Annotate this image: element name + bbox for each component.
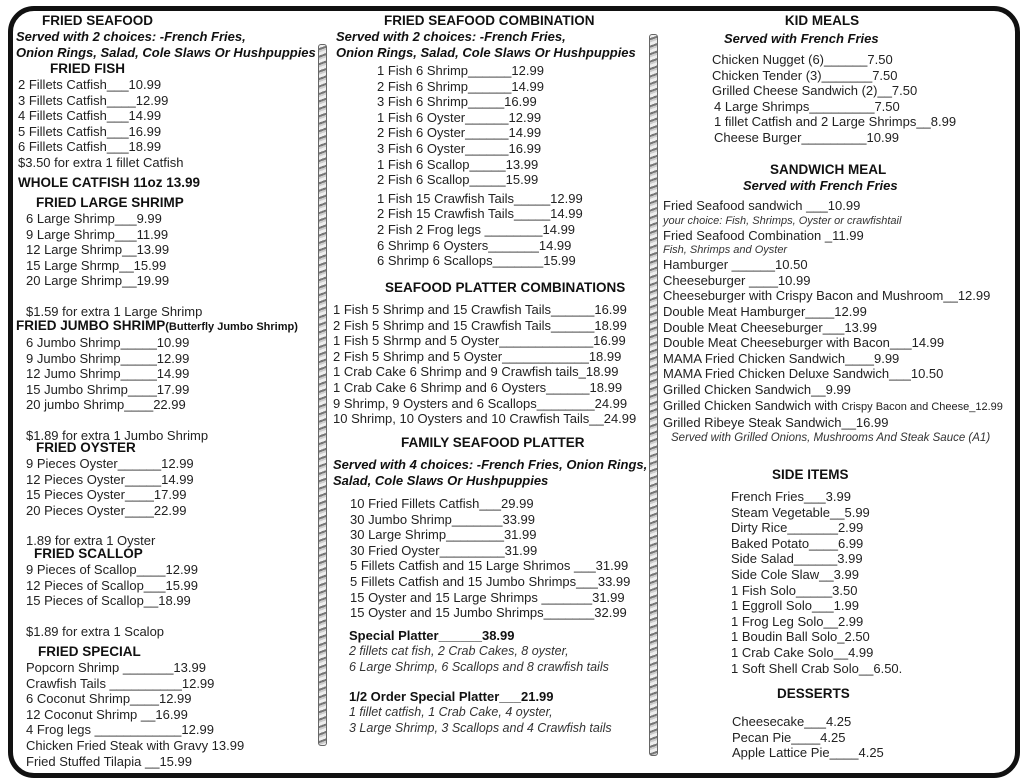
special-platter-title: Special Platter______38.99 [349, 628, 515, 643]
desserts-section [732, 686, 884, 761]
menu-item: Side Cole Slaw__3.99 [731, 566, 859, 582]
menu-item: 9 Pieces Oyster______12.99 [26, 456, 194, 471]
menu-item: 12 Coconut Shrimp __16.99 [26, 706, 188, 722]
half-special-desc-1: 1 fillet catfish, 1 Crab Cake, 4 oyster, [349, 705, 553, 719]
menu-item: 2 Fish 5 Shrimp and 15 Crawfish Tails______18.99 [333, 317, 627, 333]
menu-item: 10 Fried Fillets Catfish___29.99 [350, 496, 534, 511]
special-platter-desc-1: 2 fillets cat fish, 2 Crab Cakes, 8 oyster, [349, 644, 569, 658]
family-served-line-1: Served with 4 choices: -French Fries, Onion Rings, [333, 457, 648, 472]
sandwich-served: Served with French Fries [743, 178, 898, 193]
menu-item: 1 Soft Shell Crab Solo__6.50. [731, 660, 903, 676]
menu-item: 12 Pieces of Scallop___15.99 [26, 577, 199, 593]
menu-item: 1 Crab Cake 6 Shrimp and 6 Oysters______18.99 [333, 379, 623, 395]
scallop-section [26, 546, 198, 639]
family-platter-title: FAMILY SEAFOOD PLATTER [401, 435, 585, 450]
kid-meals-section [660, 13, 1000, 146]
jumbo-shrimp-title-text: FRIED JUMBO SHRIMP [16, 318, 166, 333]
menu-item: Cheeseburger ____10.99 [663, 272, 811, 288]
menu-item: 2 Fillets Catfish___10.99 [18, 77, 162, 92]
menu-item: 1 Crab Cake Solo__4.99 [731, 644, 874, 660]
menu-item: 5 Fillets Catfish and 15 Jumbo Shrimps___33.99 [350, 573, 631, 589]
menu-item: Crawfish Tails __________12.99 [26, 675, 215, 691]
menu-item: Pecan Pie____4.25 [732, 729, 846, 745]
menu-item: Grilled Chicken Sandwich__9.99 [663, 381, 851, 397]
menu-item: 6 Shrimp 6 Scallops_______15.99 [377, 253, 576, 269]
scallop-title: FRIED SCALLOP [34, 546, 143, 561]
menu-item: Cheeseburger with Crispy Bacon and Mushroom__12.99 [663, 288, 991, 304]
menu-item: 15 Large Shrmp__15.99 [26, 257, 167, 273]
combo-list [336, 63, 646, 269]
sandwich-meal-section [663, 162, 1013, 445]
rope-divider-left [318, 44, 327, 746]
menu-item: 2 Fish 5 Shrimp and 5 Oyster____________18.99 [333, 348, 622, 364]
half-special-desc-2: 3 Large Shrimp, 3 Scallops and 4 Crawfish tails [349, 720, 612, 735]
menu-item: 6 Shrimp 6 Oysters_______14.99 [377, 237, 572, 253]
menu-item: Hamburger ______10.50 [663, 257, 808, 273]
platter-section [333, 280, 645, 427]
menu-item: Grilled Ribeye Steak Sandwich__16.99 [663, 415, 889, 431]
large-shrimp-section [26, 195, 202, 320]
menu-item: 1 Fish 6 Scallop_____13.99 [377, 156, 539, 172]
oyster-title: FRIED OYSTER [36, 440, 136, 455]
menu-item: 30 Fried Oyster_________31.99 [350, 542, 538, 558]
half-special-title: 1/2 Order Special Platter___21.99 [349, 689, 554, 704]
item-suffix: Crispy Bacon and Cheese_12.99 [841, 400, 1003, 413]
menu-item: Fried Stuffed Tilapia __15.99 [26, 753, 192, 769]
menu-item: 9 Shrimp, 9 Oysters and 6 Scallops________24.99 [333, 395, 628, 411]
menu-item: Double Meat Cheeseburger___13.99 [663, 319, 877, 335]
menu-item: French Fries___3.99 [731, 489, 851, 504]
menu-item: 1 Fish 5 Shrimp and 15 Crawfish Tails______16.99 [333, 302, 627, 317]
special-platter-desc-2: 6 Large Shrimp, 6 Scallops and 8 crawfish tails [349, 659, 609, 674]
side-items-title: SIDE ITEMS [772, 467, 849, 482]
menu-item: 15 Oyster and 15 Jumbo Shrimps_______32.99 [350, 605, 627, 621]
menu-item: 12 Jumo Shrimp_____14.99 [26, 366, 190, 382]
menu-item: 15 Pieces of Scallop__18.99 [26, 593, 191, 609]
menu-item: Chicken Tender (3)_______7.50 [712, 67, 898, 83]
menu-item: 4 Large Shrimps_________7.50 [714, 98, 900, 114]
menu-item: 9 Pieces of Scallop____12.99 [26, 562, 199, 577]
menu-item: MAMA Fried Chicken Deluxe Sandwich___10.50 [663, 366, 944, 382]
menu-item: 1 Eggroll Solo___1.99 [731, 598, 859, 614]
fried-seafood-section [16, 13, 316, 191]
menu-item: Chicken Fried Steak with Gravy 13.99 [26, 737, 245, 753]
platter-list [333, 302, 645, 427]
menu-item: 1 Fish 6 Oyster______12.99 [377, 109, 542, 125]
combination-title: FRIED SEAFOOD COMBINATION [384, 13, 595, 28]
fried-seafood-title: FRIED SEAFOOD [42, 13, 154, 28]
menu-item: 1 Frog Leg Solo__2.99 [731, 613, 864, 629]
special-platter-section [349, 628, 612, 736]
jumbo-shrimp-title [16, 318, 298, 335]
menu-item: 15 Pieces Oyster____17.99 [26, 487, 187, 503]
sandwich-meal-title: SANDWICH MEAL [770, 162, 887, 177]
menu-item: 1 Fish 5 Shrmp and 5 Oyster_____________16.99 [333, 333, 626, 349]
kid-meals-title: KID MEALS [784, 13, 860, 28]
menu-item: 1 Fish 6 Shrimp______12.99 [377, 63, 544, 78]
menu-item: 6 Large Shrimp___9.99 [26, 211, 162, 226]
desserts-title: DESSERTS [777, 686, 850, 701]
side-items-section [731, 467, 902, 676]
menu-item: 1 Fish 15 Crawfish Tails_____12.99 [377, 190, 583, 206]
menu-item: 5 Fillets Catfish___16.99 [18, 123, 162, 139]
menu-item: 3 Fish 6 Shrimp_____16.99 [377, 94, 537, 110]
menu-item: Apple Lattice Pie____4.25 [732, 745, 884, 761]
family-platter-section [333, 435, 648, 621]
desserts-list [732, 714, 884, 761]
fried-special-section [26, 644, 244, 769]
fried-fish-title: FRIED FISH [50, 61, 126, 76]
menu-item: 12 Large Shrimp__13.99 [26, 242, 170, 258]
combination-section [336, 13, 646, 269]
family-served-line-2: Salad, Cole Slaws Or Hushpuppies [333, 473, 549, 488]
menu-item: 30 Large Shrimp________31.99 [350, 527, 537, 543]
menu-item: Double Meat Hamburger____12.99 [663, 303, 867, 319]
platter-title: SEAFOOD PLATTER COMBINATIONS [385, 280, 626, 295]
whole-catfish: WHOLE CATFISH 11oz 13.99 [18, 174, 201, 190]
menu-item: Chicken Nugget (6)______7.50 [712, 52, 893, 67]
large-shrimp-title: FRIED LARGE SHRIMP [36, 195, 184, 210]
combo-served-line-1: Served with 2 choices: -French Fries, [336, 29, 566, 44]
extra-note: 1.89 for extra 1 Oyster [26, 533, 156, 549]
ribeye-note: Served with Grilled Onions, Mushrooms And Steak Sauce (A1) [671, 431, 991, 444]
menu-item [663, 398, 1013, 416]
menu-item: 1 Fish Solo_____3.50 [731, 582, 858, 598]
menu-item: 1 Crab Cake 6 Shrimp and 9 Crawfish tails_18.99 [333, 364, 619, 380]
kid-meals-list [660, 52, 1000, 146]
menu-item: 15 Jumbo Shrimp____17.99 [26, 381, 190, 397]
item-note: your choice: Fish, Shrimps, Oyster or crawfishtail [663, 214, 902, 227]
side-items-list [731, 489, 902, 676]
menu-item: 1 Boudin Ball Solo_2.50 [731, 629, 870, 645]
menu-item: 3 Fillets Catfish____12.99 [18, 92, 169, 108]
menu-item: Grilled Cheese Sandwich (2)__7.50 [712, 83, 918, 99]
menu-item: 6 Coconut Shrimp____12.99 [26, 691, 192, 707]
menu-item: Cheesecake___4.25 [732, 714, 852, 729]
jumbo-shrimp-section [16, 318, 298, 444]
extra-note: $1.89 for extra 1 Scalop [26, 623, 165, 639]
menu-item: Steam Vegetable__5.99 [731, 504, 870, 520]
fried-special-title: FRIED SPECIAL [38, 644, 141, 659]
served-line-2: Onion Rings, Salad, Cole Slaws Or Hushpuppies [16, 45, 316, 60]
menu-item: Baked Potato____6.99 [731, 535, 864, 551]
menu-item: 9 Jumbo Shrimp_____12.99 [26, 350, 190, 366]
family-list [333, 496, 648, 621]
rope-divider-right [649, 34, 658, 756]
menu-item: 9 Large Shrimp___11.99 [26, 226, 169, 242]
menu-item: 3 Fish 6 Oyster______16.99 [377, 140, 542, 156]
item-note: Fish, Shrimps and Oyster [663, 244, 788, 257]
menu-item: 2 Fish 15 Crawfish Tails_____14.99 [377, 206, 583, 222]
menu-item: Cheese Burger_________10.99 [714, 129, 900, 145]
extra-note: $1.89 for extra 1 Jumbo Shrimp [26, 427, 209, 443]
menu-item: Side Salad______3.99 [731, 551, 863, 567]
item-prefix: Grilled Chicken Sandwich with [663, 397, 842, 413]
menu-item: Double Meat Cheeseburger with Bacon___14.99 [663, 335, 945, 351]
served-line-1: Served with 2 choices: -French Fries, [16, 29, 246, 44]
menu-item: 20 Large Shrimp__19.99 [26, 273, 170, 289]
extra-note: $3.50 for extra 1 fillet Catfish [18, 154, 184, 170]
menu-item: 5 Fillets Catfish and 15 Large Shrimos ___31.99 [350, 558, 629, 574]
jumbo-shrimp-subtitle: (Butterfly Jumbo Shrimp) [165, 321, 298, 333]
menu-item: 6 Fillets Catfish___18.99 [18, 139, 162, 155]
menu-item: 2 Fish 6 Shrimp______14.99 [377, 78, 544, 94]
menu-item: Fried Seafood sandwich ___10.99 [663, 198, 861, 213]
menu-item: 20 Pieces Oyster____22.99 [26, 502, 187, 518]
menu-item: 2 Fish 6 Oyster______14.99 [377, 125, 542, 141]
menu-item: Popcorn Shrimp _______13.99 [26, 660, 206, 675]
oyster-section [26, 440, 194, 549]
menu-item: Fried Seafood Combination _11.99 [663, 227, 864, 243]
menu-item: 2 Fish 2 Frog legs ________14.99 [377, 221, 576, 237]
menu-item: Dirty Rice_______2.99 [731, 520, 864, 536]
menu-item: 10 Shrimp, 10 Oysters and 10 Crawfish Tails__24.99 [333, 411, 637, 427]
menu-item: 15 Oyster and 15 Large Shrimps _______31.99 [350, 589, 625, 605]
menu-item: 2 Fish 6 Scallop_____15.99 [377, 172, 539, 188]
fried-fish-list [16, 77, 316, 171]
menu-item: 6 Jumbo Shrimp_____10.99 [26, 335, 190, 350]
menu-item: 1 fillet Catfish and 2 Large Shrimps__8.99 [714, 114, 957, 130]
kid-meals-served: Served with French Fries [724, 31, 879, 46]
menu-item: 30 Jumbo Shrimp_______33.99 [350, 511, 536, 527]
menu-item: MAMA Fried Chicken Sandwich____9.99 [663, 350, 900, 366]
jumbo-shrimp-list [16, 335, 298, 444]
menu-item: 4 Fillets Catfish___14.99 [18, 108, 162, 124]
combo-served-line-2: Onion Rings, Salad, Cole Slaws Or Hushpuppies [336, 45, 636, 60]
extra-note: $1.59 for extra 1 Large Shrimp [26, 303, 203, 319]
menu-item: 12 Pieces Oyster_____14.99 [26, 471, 194, 487]
menu-item: 20 jumbo Shrimp____22.99 [26, 397, 186, 413]
menu-item: 4 Frog legs ____________12.99 [26, 722, 214, 738]
